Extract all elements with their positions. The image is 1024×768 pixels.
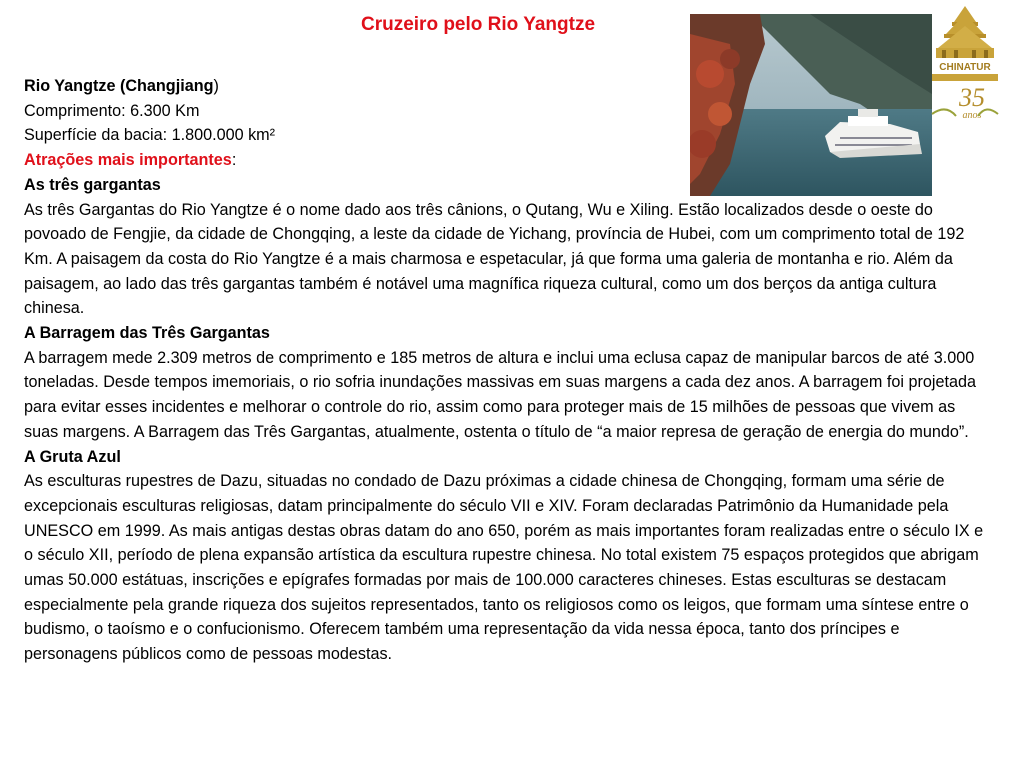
section-heading: A Gruta Azul	[24, 447, 121, 466]
svg-text:CHINATUR: CHINATUR	[939, 62, 991, 73]
river-name-line: Rio Yangtze (Changjiang)	[24, 77, 219, 95]
article-body	[24, 74, 986, 667]
section-body: As três Gargantas do Rio Yangtze é o nome dado aos três cânions, o Qutang, Wu e Xiling. Estão localizados desde o oeste do povoado de Fengjie, da cidade de Chongqing, a leste da cidade de Yichang, província de Hubei, com um comprimento total de 192 Km. A paisagem da costa do Rio Yangtze é a mais charmosa e espetacular, já que forma uma galeria de montanha e rio. Além da paisagem, ao lado das três gargantas também é notável uma magnífica riqueza cultural, como um dos berços da antiga cultura chinesa.	[24, 200, 965, 318]
section-heading: As três gargantas	[24, 175, 161, 194]
section-heading: A Barragem das Três Gargantas	[24, 324, 270, 343]
river-basin: Superfície da bacia: 1.800.000 km²	[24, 126, 276, 145]
section-body: As esculturas rupestres de Dazu, situadas no condado de Dazu próximas a cidade chinesa de Chongqing, formam uma série de excepcionais esculturas religiosas, datam principalmente do século VII e XIV. Foram declaradas Patrimônio da Humanidade pela UNESCO em 1999. As mais antigas destas obras datam do ano 650, porém as mais importantes foram realizadas entre o século IX e o século XII, período de plena expansão artística da escultura rupestre chinesa. No total existem 75 espaços protegidos que abrigam umas 50.000 estátuas, inscrições e epígrafes formadas por mais de 100.000 caracteres chineses. Estas esculturas se destacam especialmente pela grande riqueza dos sujeitos representados, tanto os religiosos como os leigos, que formam uma síntese entre o budismo, o taoísmo e o confucionismo. Oferecem também uma representação da vida nessa época, tanto dos príncipes e personagens públicos como de pessoas modestas.	[24, 472, 984, 664]
svg-text:anos: anos	[962, 110, 982, 121]
page-title: Cruzeiro pelo Rio Yangtze	[360, 14, 596, 35]
svg-text:35: 35	[959, 83, 985, 112]
section-body: A barragem mede 2.309 metros de comprimento e 185 metros de altura e inclui uma eclusa capaz de manipular barcos de até 3.000 toneladas. Desde tempos imemoriais, o rio sofria inundações massivas em suas margens a cada dez anos. A barragem foi projetada para evitar esses incidentes e melhorar o controle do rio, assim como para proteger mais de 15 milhões de pessoas que vivem as suas margens. A Barragem das Três Gargantas, atualmente, ostenta o título de “a maior represa de geração de energia do mundo”.	[24, 348, 976, 441]
attractions-heading: Atrações mais importantes:	[24, 151, 237, 170]
river-length: Comprimento: 6.300 Km	[24, 101, 200, 120]
